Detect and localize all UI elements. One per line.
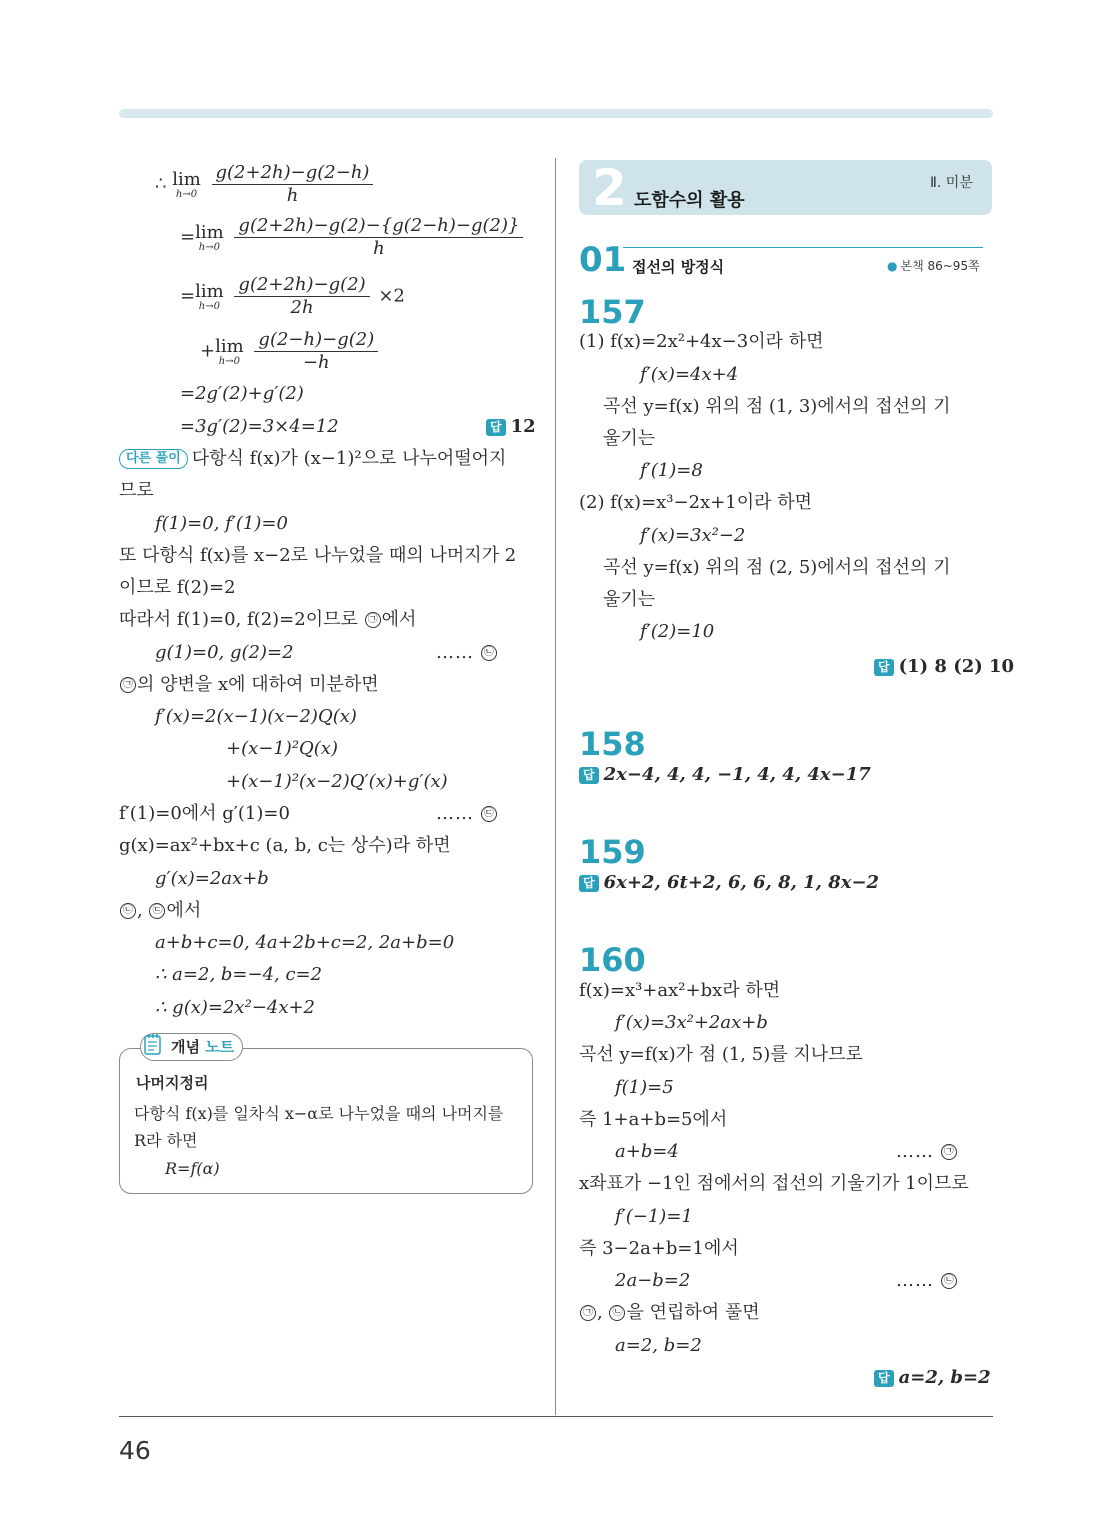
p159-answer: 답 6x+2, 6t+2, 6, 6, 8, 1, 8x−2 — [579, 872, 879, 894]
footer-divider — [119, 1416, 993, 1417]
p160-line-5: 즉 1+a+b=5에서 — [579, 1109, 728, 1130]
note-heading: 나머지정리 — [136, 1074, 209, 1092]
p160-line-7: x좌표가 −1인 점에서의 접선의 기울기가 1이므로 — [579, 1173, 969, 1194]
circled-2-icon: ㉡ — [120, 903, 136, 919]
textbook-reference: ● 본책 86~95쪽 — [887, 259, 980, 273]
problem-159-number: 159 — [579, 833, 646, 871]
alt-line-14: g′(x)=2ax+b — [155, 868, 269, 889]
alt-line-5: 이므로 f(2)=2 — [119, 577, 236, 598]
note-line-1: 다항식 f(x)를 일차식 x−α로 나누었을 때의 나머지를 — [134, 1104, 504, 1123]
alt-line-13: g(x)=ax²+bx+c (a, b, c는 상수)라 하면 — [119, 835, 451, 856]
p157-line-8: 곡선 y=f(x) 위의 점 (2, 5)에서의 접선의 기 — [603, 557, 951, 578]
alt-line-17: ∴ a=2, b=−4, c=2 — [155, 964, 323, 985]
answer-badge: 답 — [874, 1370, 894, 1387]
p157-line-9: 울기는 — [603, 589, 656, 610]
p160-line-4: f(1)=5 — [615, 1077, 674, 1098]
circled-1-icon: ㉠ — [941, 1144, 957, 1160]
bullet-icon: ● — [887, 259, 898, 273]
p160-line-10-label: …… ㉡ — [896, 1270, 958, 1292]
alt-line-16: a+b+c=0, 4a+2b+c=2, 2a+b=0 — [155, 932, 455, 953]
top-decorative-bar — [119, 109, 993, 118]
p157-line-7: f′(x)=3x²−2 — [640, 525, 746, 546]
subsection-number: 01 — [579, 240, 627, 280]
fraction: $\frac{g(2+2h)-g(2)-\{g(2-h)-g(2)\}}{h}$ — [234, 215, 523, 260]
alt-line-2: 므로 — [119, 480, 154, 501]
p157-line-5: f′(1)=8 — [640, 460, 703, 481]
alt-line-1: 다른 풀이 다항식 f(x)가 (x−1)²으로 나누어떨어지 — [119, 448, 506, 470]
alt-line-8: ㉠ 의 양변을 x에 대하여 미분하면 — [119, 674, 379, 696]
circled-3-icon: ㉢ — [149, 903, 165, 919]
alt-line-18: ∴ g(x)=2x²−4x+2 — [155, 997, 316, 1018]
p157-answer: 답 (1) 8 (2) 10 — [874, 656, 1014, 678]
section-title: 도함수의 활용 — [634, 190, 745, 211]
p160-line-8: f′(−1)=1 — [615, 1206, 693, 1227]
limit-line-6: =3g′(2)=3×4=12 — [180, 416, 339, 437]
p160-line-6-label: …… ㉠ — [896, 1141, 958, 1163]
fraction: $\frac{g(2+2h)-g(2-h)}{h}$ — [212, 162, 374, 207]
alt-line-10: +(x−1)²Q(x) — [226, 738, 338, 759]
limit-operator: lim h→0 — [172, 168, 201, 200]
chapter-label: Ⅱ. 미분 — [930, 175, 973, 191]
section-number: 2 — [592, 159, 627, 217]
concept-note-tab: 개념 노트 — [140, 1033, 243, 1061]
problem-158-number: 158 — [579, 725, 646, 763]
problem-157-number: 157 — [579, 293, 646, 331]
column-divider — [555, 158, 556, 1415]
p160-answer: 답 a=2, b=2 — [874, 1367, 991, 1389]
fraction: $\frac{g(2-h)-g(2)}{-h}$ — [254, 329, 378, 374]
p160-line-9: 즉 3−2a+b=1에서 — [579, 1238, 739, 1259]
p160-line-2: f′(x)=3x²+2ax+b — [615, 1012, 768, 1033]
limit-line-1 — [155, 162, 376, 207]
alt-line-12-label: …… ㉢ — [436, 803, 498, 825]
p157-line-6: (2) f(x)=x³−2x+1이라 하면 — [579, 492, 813, 513]
p157-line-10: f′(2)=10 — [640, 621, 715, 642]
note-line-2: R라 하면 — [134, 1131, 198, 1150]
limit-operator: lim h→0 — [215, 335, 244, 367]
alt-solution-badge: 다른 풀이 — [119, 449, 188, 469]
alt-line-15: ㉡ , ㉢ 에서 — [119, 900, 201, 922]
p158-answer: 답 2x−4, 4, 4, −1, 4, 4, 4x−17 — [579, 764, 871, 786]
limit-line-3: = lim h→0 $\frac{g(2+2h)-g(2)}{2h}$ ×2 — [180, 274, 405, 318]
alt-line-3: f(1)=0, f′(1)=0 — [155, 513, 288, 534]
answer-line — [486, 416, 536, 438]
p160-line-3: 곡선 y=f(x)가 점 (1, 5)를 지나므로 — [579, 1044, 863, 1065]
alt-line-7: g(1)=0, g(2)=2 — [155, 642, 294, 663]
subsection-rule — [623, 247, 983, 248]
circled-1-icon: ㉠ — [365, 612, 381, 628]
circled-1-icon: ㉠ — [580, 1305, 596, 1321]
p157-line-1: (1) f(x)=2x²+4x−3이라 하면 — [579, 331, 824, 352]
circled-2-icon: ㉡ — [609, 1305, 625, 1321]
alt-line-7-label: …… ㉡ — [436, 642, 498, 664]
answer-badge: 답 — [579, 767, 599, 784]
problem-160-number: 160 — [579, 941, 646, 979]
answer-value: 12 — [510, 416, 536, 437]
limit-line-2: = lim h→0 $\frac{g(2+2h)-g(2)-\{g(2-h)-g(2)\}}{h}$ — [180, 215, 526, 260]
alt-line-6: 따라서 f(1)=0, f(2)=2이므로 ㉠ 에서 — [119, 609, 417, 630]
notebook-icon — [143, 1032, 163, 1056]
alt-line-11: +(x−1)²(x−2)Q′(x)+g′(x) — [226, 771, 448, 792]
therefore-symbol: ∴ — [155, 173, 167, 195]
answer-badge: 답 — [874, 659, 894, 676]
p157-line-2: f′(x)=4x+4 — [640, 364, 739, 385]
limit-operator: lim h→0 — [195, 280, 224, 312]
limit-operator: lim h→0 — [195, 221, 224, 253]
circled-3-icon: ㉢ — [481, 806, 497, 822]
p157-line-3: 곡선 y=f(x) 위의 점 (1, 3)에서의 접선의 기 — [603, 396, 951, 417]
p160-line-11: ㉠ , ㉡ 을 연립하여 풀면 — [579, 1302, 760, 1324]
p160-line-12: a=2, b=2 — [615, 1335, 702, 1356]
p160-line-6: a+b=4 — [615, 1141, 679, 1162]
circled-2-icon: ㉡ — [481, 645, 497, 661]
note-line-3: R=f(α) — [165, 1159, 220, 1178]
p157-line-4: 울기는 — [603, 428, 656, 449]
page-number: 46 — [119, 1436, 151, 1465]
subsection-title: 접선의 방정식 — [632, 258, 725, 276]
fraction: $\frac{g(2+2h)-g(2)}{2h}$ — [234, 274, 369, 319]
alt-line-4: 또 다항식 f(x)를 x−2로 나누었을 때의 나머지가 2 — [119, 545, 517, 566]
limit-line-5: =2g′(2)+g′(2) — [180, 383, 304, 404]
answer-badge: 답 — [579, 875, 599, 892]
circled-1-icon: ㉠ — [120, 677, 136, 693]
alt-line-12: f′(1)=0에서 g′(1)=0 — [119, 803, 290, 824]
limit-line-4: + lim h→0 $\frac{g(2-h)-g(2)}{-h}$ — [200, 329, 381, 374]
answer-badge: 답 — [486, 419, 506, 436]
p160-line-1: f(x)=x³+ax²+bx라 하면 — [579, 980, 781, 1001]
circled-2-icon: ㉡ — [941, 1273, 957, 1289]
p160-line-10: 2a−b=2 — [615, 1270, 691, 1291]
alt-line-9: f′(x)=2(x−1)(x−2)Q(x) — [155, 706, 357, 727]
